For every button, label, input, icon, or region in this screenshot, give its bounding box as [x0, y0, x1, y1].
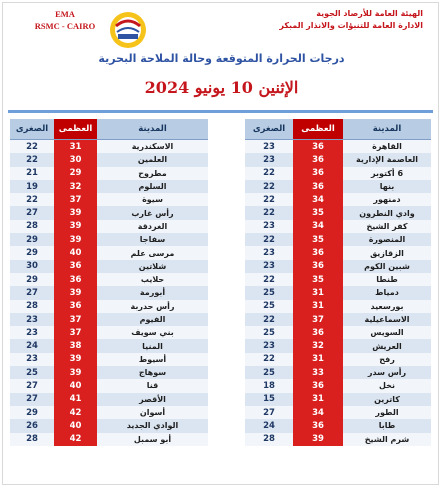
city-cell: وادي النطرون [343, 206, 431, 219]
min-temp-cell: 29 [10, 246, 54, 259]
min-temp-cell: 25 [245, 326, 293, 339]
min-temp-cell: 28 [10, 220, 54, 233]
min-temp-cell: 28 [10, 433, 54, 446]
min-temp-cell: 27 [10, 379, 54, 392]
table-row [10, 153, 208, 166]
min-temp-cell: 24 [245, 419, 293, 432]
table-row [245, 260, 431, 273]
city-cell: كاترين [343, 393, 431, 406]
right-temperature-table [245, 119, 431, 446]
city-cell: العاصمة الإدارية [343, 153, 431, 166]
max-temp-cell: 39 [54, 206, 97, 219]
org-en-line2: RSMC - CAIRO [34, 21, 96, 31]
min-temp-cell: 25 [10, 366, 54, 379]
city-cell: بورسعيد [343, 300, 431, 313]
city-cell: 6 أكتوبر [343, 167, 431, 180]
max-temp-cell: 37 [293, 313, 343, 326]
city-cell: السويس [343, 326, 431, 339]
min-temp-cell: 19 [10, 180, 54, 193]
city-cell: أسيوط [97, 353, 208, 366]
max-temp-cell: 30 [54, 153, 97, 166]
table-row [245, 193, 431, 206]
table-row [10, 353, 208, 366]
max-temp-cell: 36 [54, 300, 97, 313]
max-temp-cell: 36 [293, 379, 343, 392]
table-row [10, 260, 208, 273]
city-cell: سفاجا [97, 233, 208, 246]
table-row [10, 366, 208, 379]
table-row [245, 379, 431, 392]
min-temp-cell: 22 [245, 206, 293, 219]
city-cell: بني سويف [97, 326, 208, 339]
max-temp-cell: 32 [293, 339, 343, 352]
city-cell: أبورمة [97, 286, 208, 299]
min-temp-cell: 15 [245, 393, 293, 406]
city-cell: سوهاج [97, 366, 208, 379]
max-temp-cell: 39 [54, 353, 97, 366]
max-temp-cell: 31 [293, 393, 343, 406]
min-temp-cell: 23 [245, 246, 293, 259]
city-cell: شلاتين [97, 260, 208, 273]
city-cell: الفيوم [97, 313, 208, 326]
forecast-date: الإثنين 10 يونيو 2024 [144, 78, 299, 97]
table-row [245, 366, 431, 379]
city-cell: سيوة [97, 193, 208, 206]
min-temp-cell: 22 [245, 167, 293, 180]
min-temp-cell: 22 [10, 153, 54, 166]
table-row [245, 220, 431, 233]
city-cell: القاهرة [343, 140, 431, 154]
table-row [245, 300, 431, 313]
city-cell: شرم الشيخ [343, 433, 431, 446]
max-temp-cell: 34 [293, 193, 343, 206]
table-row [245, 419, 431, 432]
max-temp-cell: 41 [54, 393, 97, 406]
city-cell: قنا [97, 379, 208, 392]
min-temp-cell: 22 [245, 353, 293, 366]
min-temp-cell: 23 [245, 140, 293, 154]
city-cell: رأس غارب [97, 206, 208, 219]
city-cell: نخل [343, 379, 431, 392]
table-row [10, 313, 208, 326]
max-temp-cell: 31 [293, 300, 343, 313]
min-temp-cell: 22 [245, 273, 293, 286]
min-temp-cell: 22 [10, 193, 54, 206]
max-temp-cell: 29 [54, 167, 97, 180]
max-temp-cell: 39 [54, 286, 97, 299]
max-temp-cell: 36 [293, 140, 343, 154]
max-temp-cell: 39 [54, 366, 97, 379]
max-temp-cell: 36 [293, 167, 343, 180]
city-cell: كفر الشيخ [343, 220, 431, 233]
table-row [245, 153, 431, 166]
table-row [10, 140, 208, 154]
city-cell: بنها [343, 180, 431, 193]
max-temp-cell: 31 [293, 353, 343, 366]
city-cell: السلوم [97, 180, 208, 193]
min-temp-cell: 21 [10, 167, 54, 180]
max-temp-cell: 37 [54, 193, 97, 206]
max-temp-cell: 36 [54, 273, 97, 286]
max-temp-cell: 39 [54, 233, 97, 246]
min-temp-cell: 23 [10, 353, 54, 366]
max-temp-cell: 36 [54, 260, 97, 273]
max-temp-cell: 33 [293, 366, 343, 379]
max-temp-cell: 34 [293, 406, 343, 419]
min-temp-cell: 27 [10, 286, 54, 299]
max-temp-cell: 42 [54, 406, 97, 419]
max-temp-cell: 36 [293, 326, 343, 339]
table-row [245, 393, 431, 406]
city-cell: العريش [343, 339, 431, 352]
max-temp-cell: 40 [54, 379, 97, 392]
min-temp-cell: 23 [245, 153, 293, 166]
max-temp-cell: 36 [293, 260, 343, 273]
table-row [10, 300, 208, 313]
min-temp-cell: 27 [10, 393, 54, 406]
city-cell: طابا [343, 419, 431, 432]
min-temp-cell: 25 [245, 366, 293, 379]
table-row [10, 393, 208, 406]
min-temp-cell: 23 [245, 260, 293, 273]
max-temp-cell: 36 [293, 180, 343, 193]
city-cell: مطروح [97, 167, 208, 180]
max-temp-cell: 39 [293, 433, 343, 446]
max-temp-cell: 31 [293, 286, 343, 299]
min-temp-cell: 29 [10, 233, 54, 246]
city-cell: الطور [343, 406, 431, 419]
max-temp-cell: 38 [54, 339, 97, 352]
max-temp-cell: 37 [54, 313, 97, 326]
table-row [10, 220, 208, 233]
table-row [10, 273, 208, 286]
min-temp-cell: 27 [10, 206, 54, 219]
org-arabic-name [263, 8, 423, 32]
min-temp-cell: 23 [10, 313, 54, 326]
col-header-min: الصغرى [10, 119, 54, 140]
table-row [245, 233, 431, 246]
table-row [10, 286, 208, 299]
city-cell: دمياط [343, 286, 431, 299]
col-header-min: الصغرى [245, 119, 293, 140]
ema-logo-icon [108, 10, 148, 50]
max-temp-cell: 40 [54, 419, 97, 432]
city-cell: دمنهور [343, 193, 431, 206]
page-title: درجات الحرارة المتوقعة وحالة الملاحة البحرية [98, 52, 345, 65]
table-row [245, 339, 431, 352]
table-row [245, 286, 431, 299]
table-row [245, 273, 431, 286]
min-temp-cell: 28 [10, 300, 54, 313]
city-cell: رفح [343, 353, 431, 366]
city-cell: شبين الكوم [343, 260, 431, 273]
table-row [10, 406, 208, 419]
max-temp-cell: 34 [293, 220, 343, 233]
org-en-line1: EMA [55, 9, 75, 19]
org-ar-line1: الهيئة العامة للأرصاد الجوية [316, 9, 423, 18]
min-temp-cell: 27 [245, 406, 293, 419]
max-temp-cell: 40 [54, 246, 97, 259]
table-row [245, 326, 431, 339]
table-row [10, 246, 208, 259]
city-cell: الاسماعيلية [343, 313, 431, 326]
city-cell: الزقازيق [343, 246, 431, 259]
table-row [10, 180, 208, 193]
city-cell: الوادي الجديد [97, 419, 208, 432]
city-cell: مرسى علم [97, 246, 208, 259]
max-temp-cell: 31 [54, 140, 97, 154]
city-cell: الاسكندرية [97, 140, 208, 154]
min-temp-cell: 29 [10, 273, 54, 286]
min-temp-cell: 22 [245, 233, 293, 246]
city-cell: الأقصر [97, 393, 208, 406]
table-row [10, 433, 208, 446]
table-row [10, 339, 208, 352]
col-header-city: المدينة [97, 119, 208, 140]
min-temp-cell: 29 [10, 406, 54, 419]
min-temp-cell: 22 [245, 313, 293, 326]
min-temp-cell: 24 [10, 339, 54, 352]
city-cell: المنيا [97, 339, 208, 352]
table-row [10, 167, 208, 180]
divider [8, 110, 433, 113]
min-temp-cell: 22 [245, 193, 293, 206]
max-temp-cell: 37 [54, 326, 97, 339]
max-temp-cell: 32 [54, 180, 97, 193]
table-row [245, 406, 431, 419]
table-row [245, 167, 431, 180]
city-cell: المنصورة [343, 233, 431, 246]
city-cell: أبو سمبل [97, 433, 208, 446]
min-temp-cell: 28 [245, 433, 293, 446]
table-row [10, 193, 208, 206]
table-row [245, 180, 431, 193]
org-english-name [20, 8, 110, 32]
table-row [245, 246, 431, 259]
city-cell: أسوان [97, 406, 208, 419]
city-cell: الغردقة [97, 220, 208, 233]
table-row [10, 206, 208, 219]
table-row [245, 353, 431, 366]
col-header-city: المدينة [343, 119, 431, 140]
max-temp-cell: 42 [54, 433, 97, 446]
table-row [10, 233, 208, 246]
min-temp-cell: 26 [10, 419, 54, 432]
min-temp-cell: 23 [245, 220, 293, 233]
min-temp-cell: 18 [245, 379, 293, 392]
city-cell: حلايب [97, 273, 208, 286]
min-temp-cell: 23 [245, 339, 293, 352]
min-temp-cell: 25 [245, 300, 293, 313]
min-temp-cell: 22 [10, 140, 54, 154]
org-ar-line2: الادارة العامة للتنبؤات والانذار المبكر [279, 21, 423, 30]
table-row [245, 313, 431, 326]
min-temp-cell: 30 [10, 260, 54, 273]
table-row [245, 433, 431, 446]
col-header-max: العظمى [293, 119, 343, 140]
max-temp-cell: 35 [293, 206, 343, 219]
left-temperature-table [10, 119, 208, 446]
max-temp-cell: 35 [293, 233, 343, 246]
max-temp-cell: 36 [293, 246, 343, 259]
min-temp-cell: 22 [245, 180, 293, 193]
table-row [245, 206, 431, 219]
min-temp-cell: 23 [10, 326, 54, 339]
max-temp-cell: 35 [293, 273, 343, 286]
table-row [245, 140, 431, 154]
table-row [10, 379, 208, 392]
city-cell: رأس حدربة [97, 300, 208, 313]
max-temp-cell: 36 [293, 153, 343, 166]
table-row [10, 326, 208, 339]
city-cell: رأس سدر [343, 366, 431, 379]
min-temp-cell: 25 [245, 286, 293, 299]
max-temp-cell: 39 [54, 220, 97, 233]
table-row [10, 419, 208, 432]
max-temp-cell: 36 [293, 419, 343, 432]
city-cell: طنطا [343, 273, 431, 286]
city-cell: العلمين [97, 153, 208, 166]
col-header-max: العظمى [54, 119, 97, 140]
